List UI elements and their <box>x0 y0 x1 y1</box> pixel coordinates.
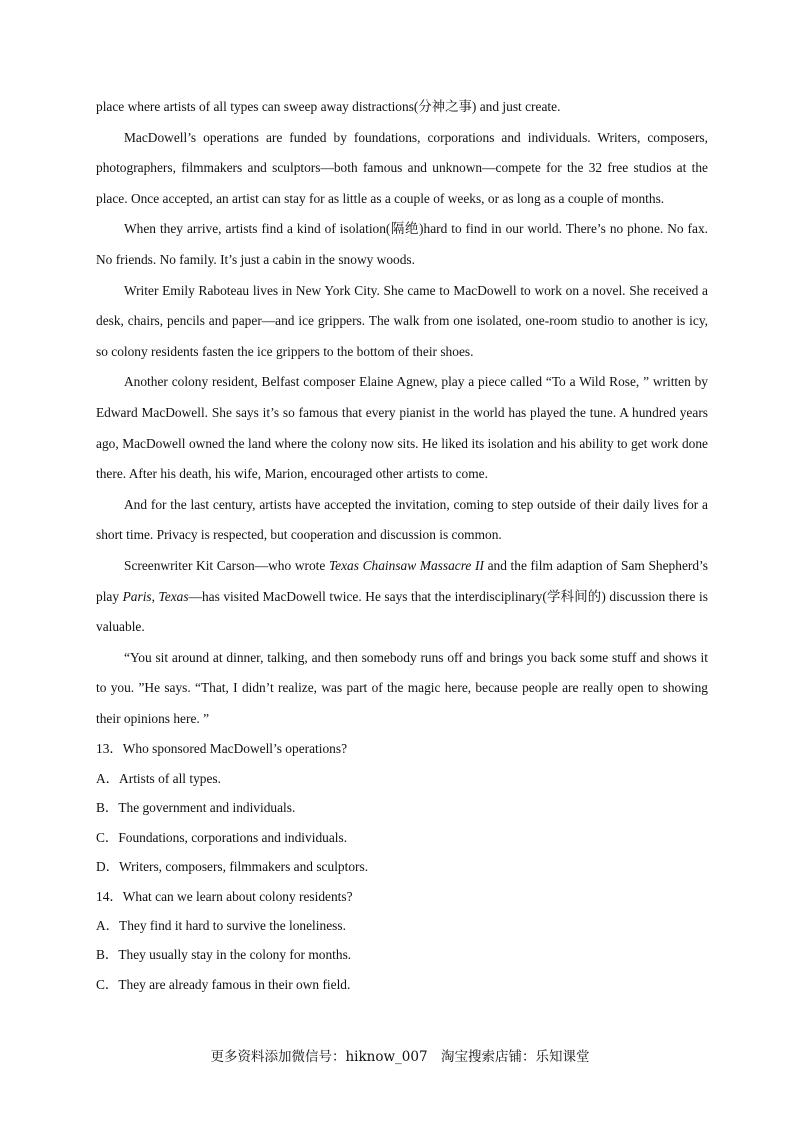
option-c: C．They are already famous in their own field. <box>96 976 351 992</box>
p6-text-c: —has visited MacDowell twice. He says that the interdisciplinary(学科间的) discussion there is valuable. <box>96 588 708 635</box>
paragraph-emily-raboteau: Writer Emily Raboteau lives in New York City. She came to MacDowell to work on a novel. She received a desk, chairs, pencils and paper—and ice grippers. The walk from one isolated, one-room studio to another is icy, so colony residents fasten the ice grippers to the bottom of their shoes. <box>96 282 708 359</box>
option-b: B．The government and individuals. <box>96 800 296 816</box>
play-title-paris: Paris <box>122 588 152 604</box>
option-d: D．Writers, composers, filmmakers and sculptors. <box>96 859 369 875</box>
p6-text-a: Screenwriter Kit Carson—who wrote <box>124 557 329 573</box>
question-13 <box>96 734 708 881</box>
play-title-texas: Texas <box>158 588 189 604</box>
paragraph-quote: “You sit around at dinner, talking, and then somebody runs off and brings you back some stuff and shows it to you. ”He says. “That, I didn’t realize, was part of the magic here, because people are really open to showing their opinions here. ” <box>96 649 708 726</box>
page-footer: 更多资料添加微信号：hiknow_007 淘宝搜索店铺：乐知课堂 <box>210 1049 590 1065</box>
paragraph-isolation: When they arrive, artists find a kind of isolation(隔绝)hard to find in our world. There’s no phone. No fax. No friends. No family. It’s just a cabin in the snowy woods. <box>96 221 708 267</box>
p6-text-b: and the film adaption of Sam Shepherd’s play <box>96 557 708 604</box>
paragraph-last-century: And for the last century, artists have accepted the invitation, coming to step outside of their daily lives for a short time. Privacy is respected, but cooperation and discussion is common. <box>96 496 708 543</box>
option-a: A．Artists of all types. <box>96 770 221 786</box>
question-14 <box>96 882 708 1000</box>
paragraph-continued: place where artists of all types can sweep away distractions(分神之事) and just create. <box>96 99 561 114</box>
question-stem: 13．Who sponsored MacDowell’s operations? <box>96 741 348 757</box>
option-c: C．Foundations, corporations and individuals. <box>96 829 348 845</box>
option-a: A．They find it hard to survive the loneliness. <box>96 917 346 933</box>
option-b: B．They usually stay in the colony for months. <box>96 947 352 963</box>
reading-passage <box>96 92 708 999</box>
paragraph-funding: MacDowell’s operations are funded by foundations, corporations and individuals. Writers, composers, photographers, filmmakers and sculptors—both famous and unknown—compete for the 32 free studios at the place. Once accepted, an artist can stay for as little as a couple of weeks, or as long as a couple of months. <box>96 129 708 206</box>
paragraph-kit-carson <box>96 551 708 643</box>
paragraph-elaine-agnew: Another colony resident, Belfast composer Elaine Agnew, play a piece called “To a Wild Rose, ” written by Edward MacDowell. She says it’s so famous that every pianist in the world has played the tune. A hundred years ago, MacDowell owned the land where the colony now sits. He liked its isolation and his ability to get work done there. After his death, his wife, Marion, encouraged other artists to come. <box>96 374 708 482</box>
p6-title-separator: , <box>151 588 159 604</box>
film-title-texas-chainsaw: Texas Chainsaw Massacre II <box>328 557 484 573</box>
question-stem: 14．What can we learn about colony residents? <box>96 888 353 904</box>
